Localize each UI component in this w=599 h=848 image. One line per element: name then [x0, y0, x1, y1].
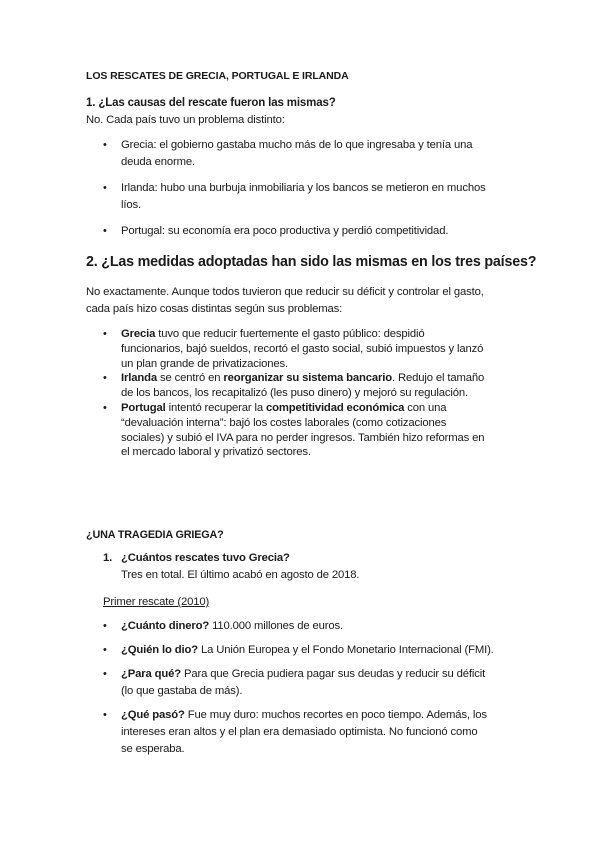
list-item-text — [121, 642, 546, 659]
list-item-text: se esperaba. — [121, 743, 185, 755]
list-item-text — [121, 618, 546, 635]
list-item-text: deuda enorme. — [121, 156, 196, 168]
text-span: . Redujo el tamaño — [392, 372, 485, 385]
emphasis: competitividad económica — [265, 401, 405, 414]
numbered-question — [86, 550, 546, 584]
text-span: 110.000 millones de euros. — [209, 620, 344, 632]
question-label: ¿Cuánto dinero? — [121, 620, 210, 632]
question-2-intro — [86, 284, 546, 318]
list-item-text — [121, 371, 546, 386]
question-1-intro: No. Cada país tuvo un problema distinto: — [86, 114, 285, 126]
list-item-text: Grecia: el gobierno gastaba mucho más de lo que ingresaba y tenía una — [121, 139, 473, 151]
list-item-text — [121, 666, 546, 683]
list-item-grecia — [86, 327, 546, 371]
document-title: LOS RESCATES DE GRECIA, PORTUGAL E IRLANDA — [86, 70, 349, 82]
list-item-text: sociales) y subió el IVA para no perder ingresos. También hizo reformas en — [121, 431, 485, 444]
list-item-irlanda — [86, 371, 546, 401]
bullet-icon: • — [103, 668, 107, 680]
list-item-text — [121, 327, 546, 342]
list-item-text: Irlanda: hubo una burbuja inmobiliaria y los bancos se metieron en muchos — [121, 182, 486, 194]
intro-line: No exactamente. Aunque todos tuvieron que reducir su déficit y controlar el gasto, — [86, 286, 484, 298]
list-item — [86, 707, 546, 758]
list-item-text: el mercado laboral y privatizó sectores. — [121, 446, 311, 459]
list-item-text: líos. — [121, 199, 141, 211]
text-span: con una — [404, 401, 447, 414]
answer-text: Tres en total. El último acabó en agosto de 2018. — [121, 569, 360, 581]
list-item-text: Portugal: su economía era poco productiva y perdió competitividad. — [121, 225, 449, 237]
country-name: Grecia — [121, 328, 156, 340]
list-item-text — [121, 707, 546, 724]
section-heading: ¿UNA TRAGEDIA GRIEGA? — [86, 529, 224, 541]
bullet-icon: • — [103, 620, 107, 632]
bullet-icon: • — [103, 328, 107, 340]
text-span: Para que Grecia pudiera pagar sus deudas y reducir su déficit — [181, 668, 486, 680]
text-span: Fue muy duro: muchos recortes en poco tiempo. Además, los — [184, 709, 487, 721]
subheading: Primer rescate (2010) — [103, 596, 210, 608]
bullet-icon: • — [103, 401, 107, 414]
bullet-icon: • — [103, 225, 107, 237]
list-item-text — [121, 401, 546, 416]
text-span: La Unión Europea y el Fondo Monetario Internacional (FMI). — [197, 644, 494, 656]
question-label: ¿Quién lo dio? — [121, 644, 198, 656]
country-name: Irlanda — [121, 372, 157, 385]
question-1-heading: 1. ¿Las causas del rescate fueron las mismas? — [86, 97, 336, 109]
bullet-icon: • — [103, 709, 107, 721]
bullet-icon: • — [103, 182, 107, 194]
numbered-item — [86, 550, 546, 584]
rescue-details-list — [86, 618, 546, 758]
text-span: tuvo que reducir fuertemente el gasto público: despidió — [155, 328, 425, 340]
list-item-text: un plan grande de privatizaciones. — [121, 357, 288, 370]
item-number: 1. — [103, 552, 113, 564]
list-item — [86, 666, 546, 700]
text-span: se centró en — [157, 372, 224, 385]
country-name: Portugal — [121, 401, 166, 414]
list-item — [86, 137, 536, 171]
list-item — [86, 180, 536, 214]
list-item — [86, 642, 546, 659]
question-label: ¿Para qué? — [121, 668, 182, 680]
list-item-text: intereses eran altos y el plan era demasiado optimista. No funcionó como — [121, 726, 478, 738]
list-item-portugal — [86, 401, 546, 460]
list-item-text: “devaluación interna”: bajó los costes laborales (como cotizaciones — [121, 416, 447, 429]
question-label: ¿Qué pasó? — [121, 709, 185, 721]
causes-list — [86, 137, 536, 240]
list-item-text: (lo que gastaba de más). — [121, 685, 243, 697]
bullet-icon: • — [103, 372, 107, 385]
emphasis: reorganizar su sistema bancario — [223, 372, 392, 385]
list-item — [86, 618, 546, 635]
list-item-text: funcionarios, bajó sueldos, recortó el gasto social, subió impuestos y lanzó — [121, 342, 484, 355]
question-2-heading: 2. ¿Las medidas adoptadas han sido las mismas en los tres países? — [86, 254, 537, 270]
measures-list — [86, 327, 546, 460]
bullet-icon: • — [103, 644, 107, 656]
bullet-icon: • — [103, 139, 107, 151]
list-item — [86, 223, 536, 240]
list-item-text: de los bancos, los recapitalizó (les puso dinero) y mejoró su regulación. — [121, 387, 468, 400]
intro-line: cada país hizo cosas distintas según sus problemas: — [86, 303, 343, 315]
text-span: intentó recuperar la — [165, 401, 266, 414]
question-text: ¿Cuántos rescates tuvo Grecia? — [121, 552, 290, 564]
